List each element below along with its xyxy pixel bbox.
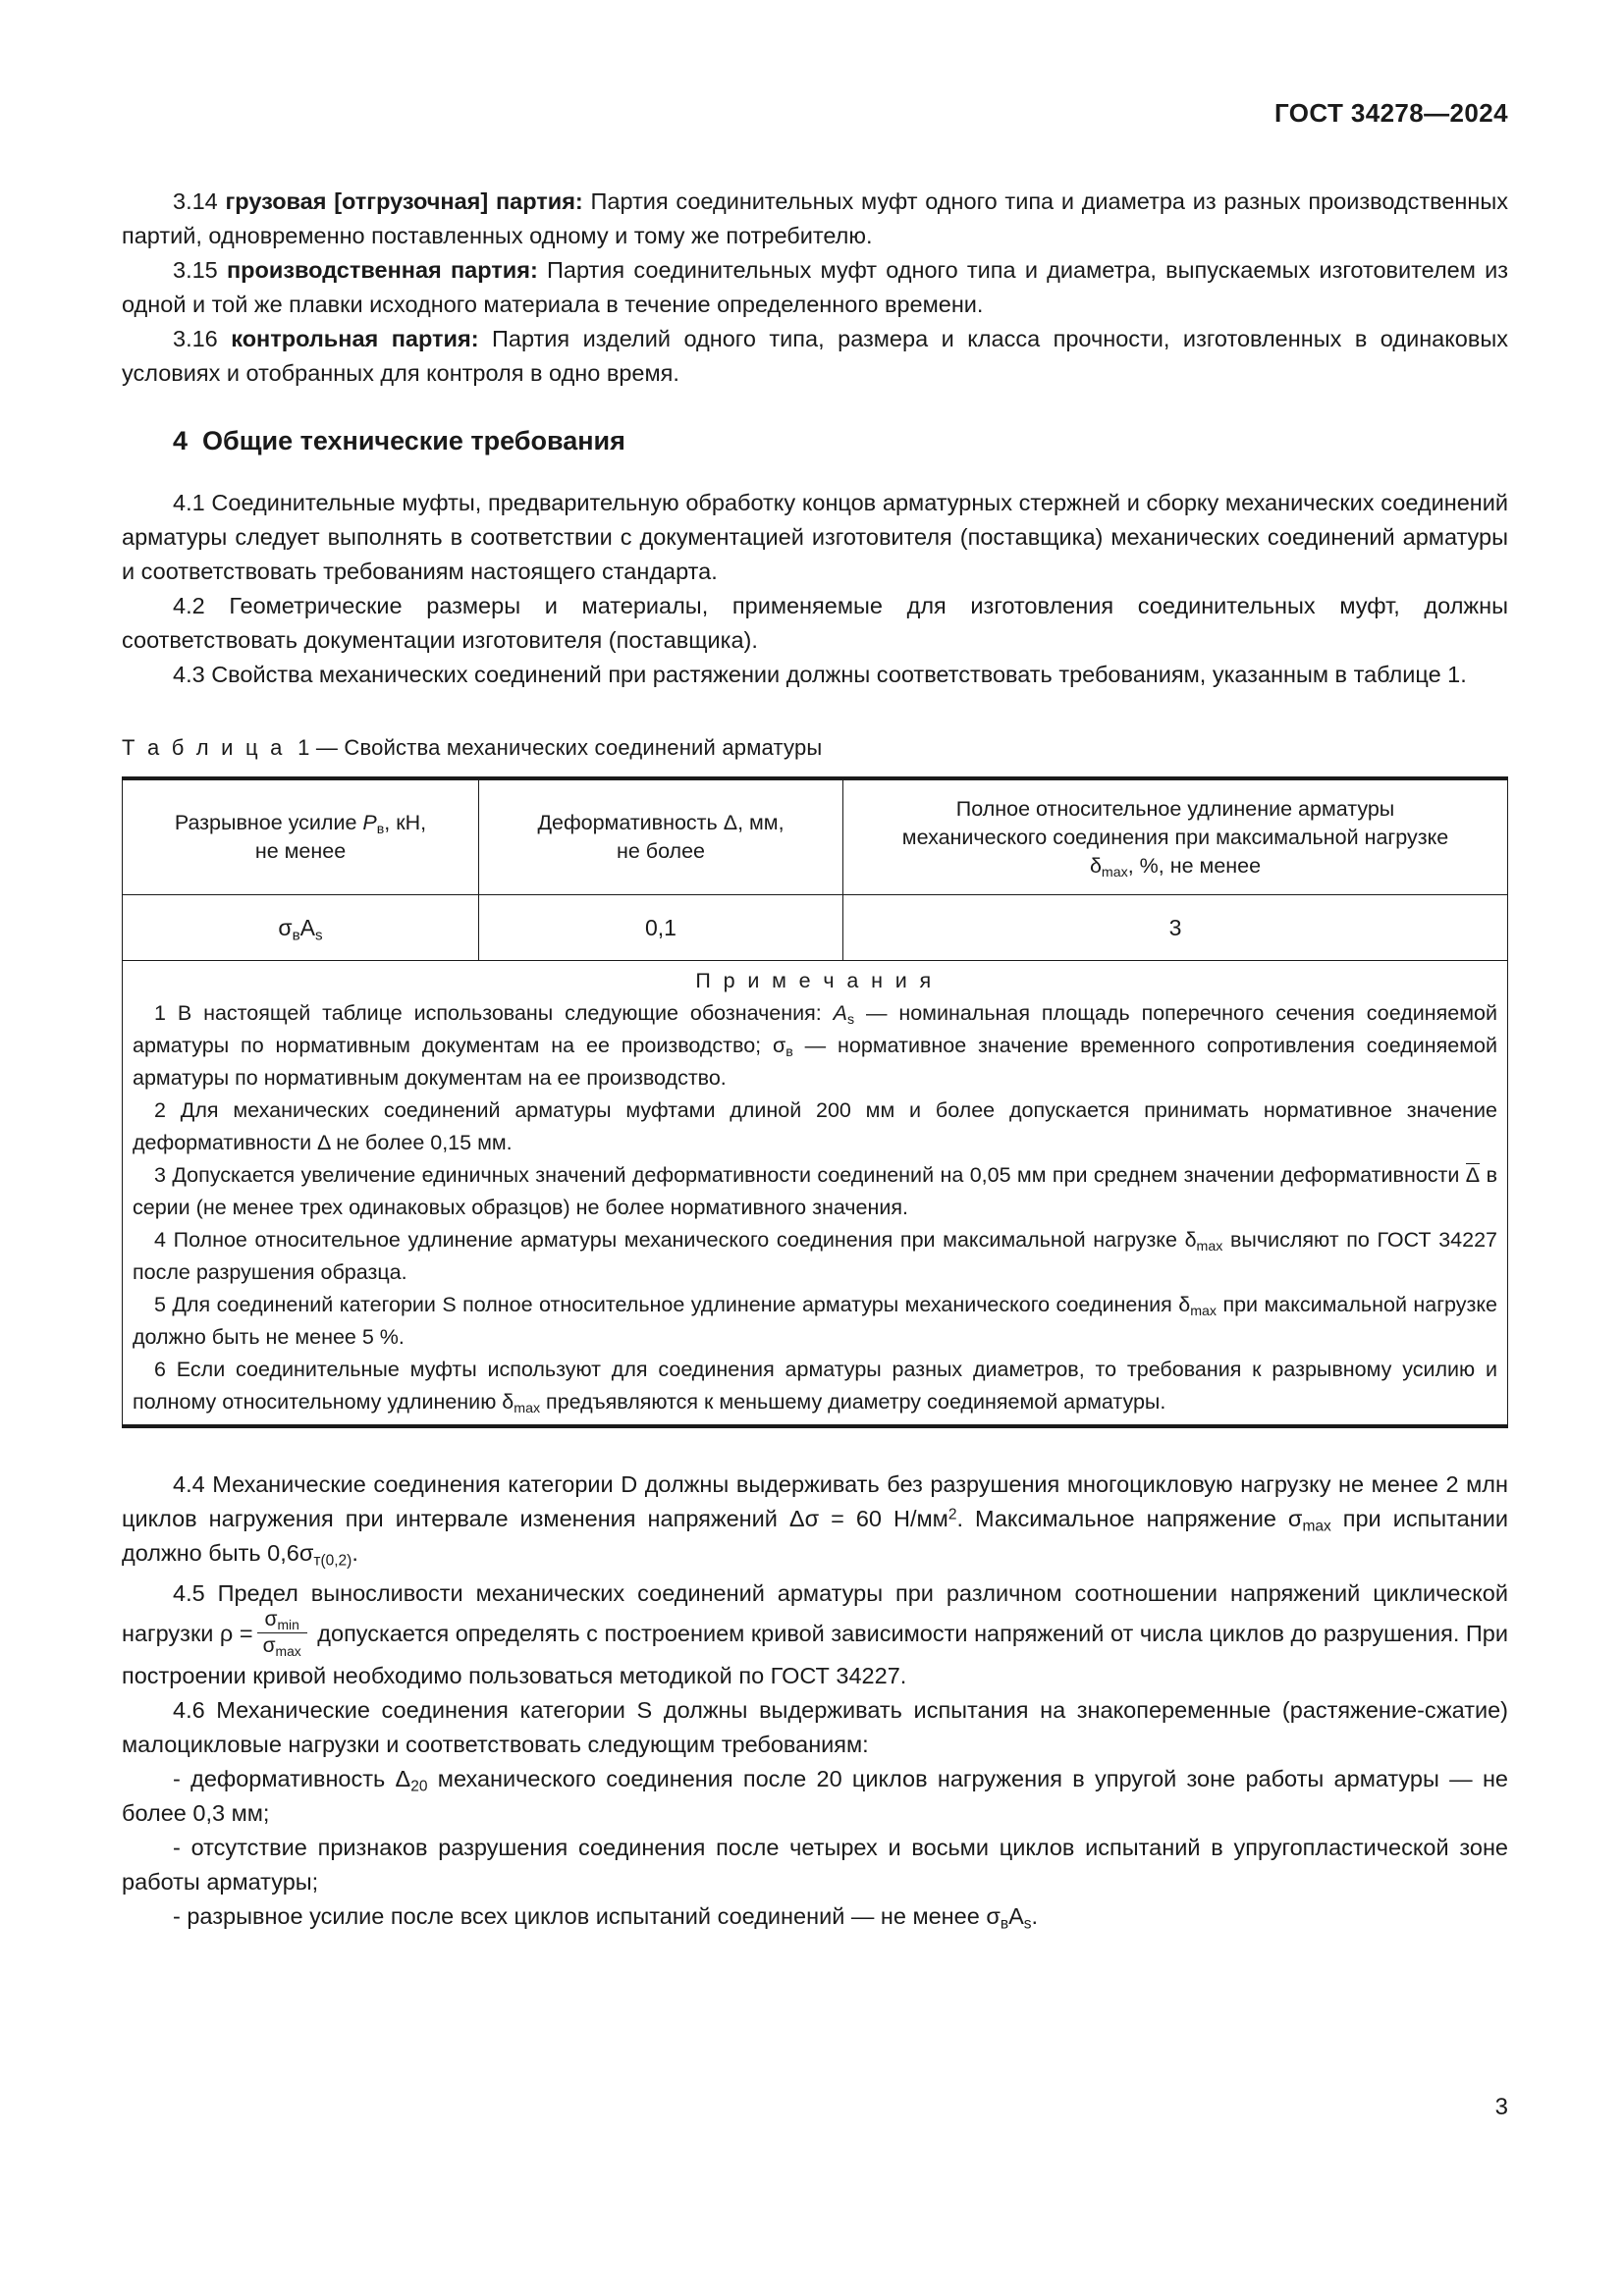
note-text-b: вычисляют по ГОСТ 34227 после разрушения образца. [133, 1228, 1497, 1284]
cell-breaking-force-value [123, 895, 479, 961]
sigma-max-subscript: max [1302, 1518, 1331, 1535]
bullet-breaking-force [122, 1899, 1508, 1934]
cell-deformability-value: 0,1 [479, 895, 843, 961]
clause-text: Механические соединения категории S должны выдерживать испытания на знакопеременные (растяжение-сжатие) малоцикловые нагрузки и соответствовать следующим требованиям: [122, 1697, 1508, 1758]
bullet-text-a: - разрывное усилие после всех циклов испытаний соединений — не менее σ [173, 1903, 1001, 1930]
clause-3-16 [122, 322, 1508, 391]
clause-number: 4.5 [173, 1580, 205, 1606]
symbol-delta-subscript: max [1196, 1238, 1223, 1255]
note-text-b: при максимальной нагрузке должно быть не менее 5 %. [133, 1293, 1497, 1349]
table-caption-number: 1 [298, 735, 310, 760]
term-label: производственная партия: [226, 257, 538, 283]
clause-text-c: при испытании должно быть 0,6σ [122, 1506, 1508, 1566]
header-text-units: , кН, [384, 811, 427, 834]
clause-4-1 [122, 486, 1508, 589]
table-caption-label: Т а б л и ц а [122, 735, 286, 760]
note-number: 4 [154, 1228, 166, 1252]
symbol-sigma-subscript: в [292, 926, 300, 943]
clause-number: 4.4 [173, 1471, 205, 1497]
note-text-b: предъявляются к меньшему диаметру соединяемой арматуры. [540, 1390, 1166, 1414]
cell-elongation-value: 3 [843, 895, 1508, 961]
symbol-delta-subscript: max [1190, 1303, 1218, 1319]
symbol-A-subscript: s [315, 926, 323, 943]
header-text-line3: , %, не менее [1127, 853, 1262, 878]
table-note-1 [133, 997, 1497, 1095]
header-text-line2: не более [616, 839, 706, 863]
symbol-delta-subscript: max [1101, 864, 1128, 881]
table-caption [122, 735, 1508, 761]
clause-4-4 [122, 1468, 1508, 1571]
table-caption-dash: — [315, 735, 339, 760]
table-note-3 [133, 1159, 1497, 1224]
table-header-row [123, 780, 1508, 895]
clause-4-5 [122, 1576, 1508, 1693]
exponent-2: 2 [947, 1506, 957, 1523]
term-label: контрольная партия: [231, 326, 479, 351]
table-header-deformability [479, 780, 843, 895]
note-number: 6 [154, 1358, 166, 1381]
clause-4-3 [122, 658, 1508, 692]
clause-number: 3.15 [173, 257, 218, 283]
note-text-b: — номинальная площадь поперечного сечения соединяемой арматуры по нормативным документам на ее производство; σ [133, 1001, 1497, 1057]
note-text-a: Для соединений категории S полное относительное удлинение арматуры механического соединения δ [165, 1293, 1191, 1316]
symbol-delta-subscript: max [514, 1400, 541, 1416]
clause-text-b: . Максимальное напряжение σ [956, 1506, 1303, 1531]
clause-text-a: Предел выносливости механических соединений арматуры при различном соотношении напряжений циклической нагрузки [122, 1580, 1508, 1646]
sigma-v-subscript: в [1000, 1915, 1009, 1933]
symbol-As: A [833, 1001, 847, 1025]
symbol-A-subscript: s [1023, 1915, 1032, 1933]
note-text-a: Если соединительные муфты используют для соединения арматуры разных диаметров, то требования к разрывному усилию и полному относительному удлинению δ [133, 1358, 1497, 1414]
symbol-A: A [299, 914, 315, 940]
header-text: Разрывное усилие [174, 811, 363, 834]
standard-id-header: ГОСТ 34278—2024 [1274, 98, 1508, 128]
header-text-line1: Полное относительное удлинение арматуры [955, 796, 1395, 821]
clause-3-14 [122, 185, 1508, 253]
table-notes-row [123, 961, 1508, 1425]
table-note-6 [133, 1354, 1497, 1418]
header-text-line2: механического соединения при максимальной нагрузке [901, 825, 1449, 849]
clause-text: Соединительные муфты, предварительную обработку концов арматурных стержней и сборку механических соединений арматуры следует выполнять в соответствии с документацией изготовителя (поставщика) механических соединений арматуры и соответствовать требованиям настоящего стандарта. [122, 490, 1508, 584]
term-definition: Партия соединительных муфт одного типа и диаметра из разных производственных партий, одновременно поставленных одному и тому же потребителю. [122, 188, 1508, 248]
symbol-As-subscript: s [846, 1011, 855, 1028]
note-number: 2 [154, 1098, 166, 1122]
section-title-text: Общие технические требования [202, 426, 625, 455]
table-note-5 [133, 1289, 1497, 1354]
bullet-deformability [122, 1762, 1508, 1831]
clause-number: 3.14 [173, 188, 218, 214]
clause-text: Геометрические размеры и материалы, применяемые для изготовления соединительных муфт, должны соответствовать документации изготовителя (поставщика). [122, 593, 1508, 653]
table-1 [122, 779, 1508, 1425]
fraction-sigma-ratio [257, 1609, 307, 1657]
table-header-breaking-force [123, 780, 479, 895]
header-text-line2: не менее [254, 839, 347, 863]
page-content [122, 98, 1508, 1934]
fraction-numerator: $\sigma_{min}$ [264, 1608, 299, 1632]
clause-3-15 [122, 253, 1508, 322]
clause-4-6 [122, 1693, 1508, 1762]
clause-number: 4.2 [173, 593, 205, 618]
symbol-delta-mean: Δ [1465, 1163, 1481, 1187]
fraction-denominator: $\sigma_{max}$ [257, 1632, 307, 1657]
clause-text-d: . [352, 1540, 358, 1566]
clause-text-b: допускается определять с построением кривой зависимости напряжений от числа циклов до разрушения. При построении кривой необходимо пользоваться методикой по ГОСТ 34227. [122, 1620, 1508, 1689]
table-note-2 [133, 1095, 1497, 1159]
symbol-sigma: σ [278, 914, 293, 940]
clause-4-2 [122, 589, 1508, 658]
bullet-text-c: . [1031, 1903, 1039, 1930]
header-text-line1: Деформативность Δ, мм, [537, 811, 785, 834]
section-heading [122, 426, 1508, 456]
note-text-a: В настоящей таблице использованы следующие обозначения: [165, 1001, 834, 1025]
section-number: 4 [173, 426, 189, 455]
clause-number: 4.6 [173, 1697, 205, 1724]
bullet-no-failure-signs [122, 1831, 1508, 1899]
symbol-P-subscript: в [376, 821, 385, 837]
notes-title: П р и м е ч а н и я [695, 969, 935, 992]
clause-number: 4.1 [173, 490, 205, 515]
note-number: 5 [154, 1293, 166, 1316]
term-definition: Партия соединительных муфт одного типа и диаметра, выпускаемых изготовителем из одной и той же плавки исходного материала в течение определенного времени. [122, 257, 1509, 317]
table-data-row [123, 895, 1508, 961]
sigma-t-subscript: т(0,2) [313, 1552, 352, 1570]
delta-20-subscript: 20 [410, 1778, 428, 1795]
note-number: 3 [154, 1163, 166, 1187]
clause-text: Свойства механических соединений при растяжении должны соответствовать требованиям, указанным в таблице 1. [204, 662, 1467, 687]
page-number: 3 [1494, 2094, 1508, 2120]
term-label: грузовая [отгрузочная] партия: [225, 188, 583, 214]
table-header-total-elongation [843, 780, 1508, 895]
rho-equals: ρ = [219, 1620, 253, 1646]
note-text: Для механических соединений арматуры муфтами длиной 200 мм и более допускается принимать нормативное значение деформативности Δ не более 0,15 мм. [133, 1098, 1497, 1154]
note-number: 1 [154, 1001, 166, 1025]
bullet-text-a: - деформативность Δ [173, 1766, 411, 1792]
note-text-a: Полное относительное удлинение арматуры механического соединения при максимальной нагрузке δ [165, 1228, 1197, 1252]
clause-number: 3.16 [173, 326, 218, 351]
table-1-wrapper [122, 776, 1508, 1428]
symbol-delta: δ [1089, 853, 1102, 878]
term-definition: Партия изделий одного типа, размера и класса прочности, изготовленных в одинаковых условиях и отобранных для контроля в одно время. [122, 326, 1508, 386]
symbol-A: A [1008, 1903, 1024, 1930]
bullet-text-b: механического соединения после 20 циклов нагружения в упругой зоне работы арматуры — не более 0,3 мм; [122, 1766, 1508, 1827]
symbol-sigma-subscript: в [785, 1043, 793, 1060]
note-text-c: — нормативное значение временного сопротивления соединяемой арматуры по нормативным документам на ее производство. [133, 1034, 1498, 1090]
note-text-a: Допускается увеличение единичных значений деформативности соединений на 0,05 мм при среднем значении деформативности [165, 1163, 1466, 1187]
bullet-text: - отсутствие признаков разрушения соединения после четырех и восьми циклов испытаний в упругопластической зоне работы арматуры; [122, 1835, 1508, 1896]
symbol-P: P [362, 811, 377, 834]
table-notes-cell [123, 961, 1508, 1425]
table-note-4 [133, 1224, 1497, 1289]
clause-number: 4.3 [173, 662, 205, 687]
clause-text-a: Механические соединения категории D должны выдерживать без разрушения многоцикловую нагрузку не менее 2 млн циклов нагружения при интервале изменения напряжений Δσ = 60 Н/мм [122, 1471, 1508, 1531]
table-caption-title: Свойства механических соединений арматуры [344, 735, 823, 760]
note-text-b: в серии (не менее трех одинаковых образцов) не более нормативного значения. [133, 1163, 1497, 1219]
